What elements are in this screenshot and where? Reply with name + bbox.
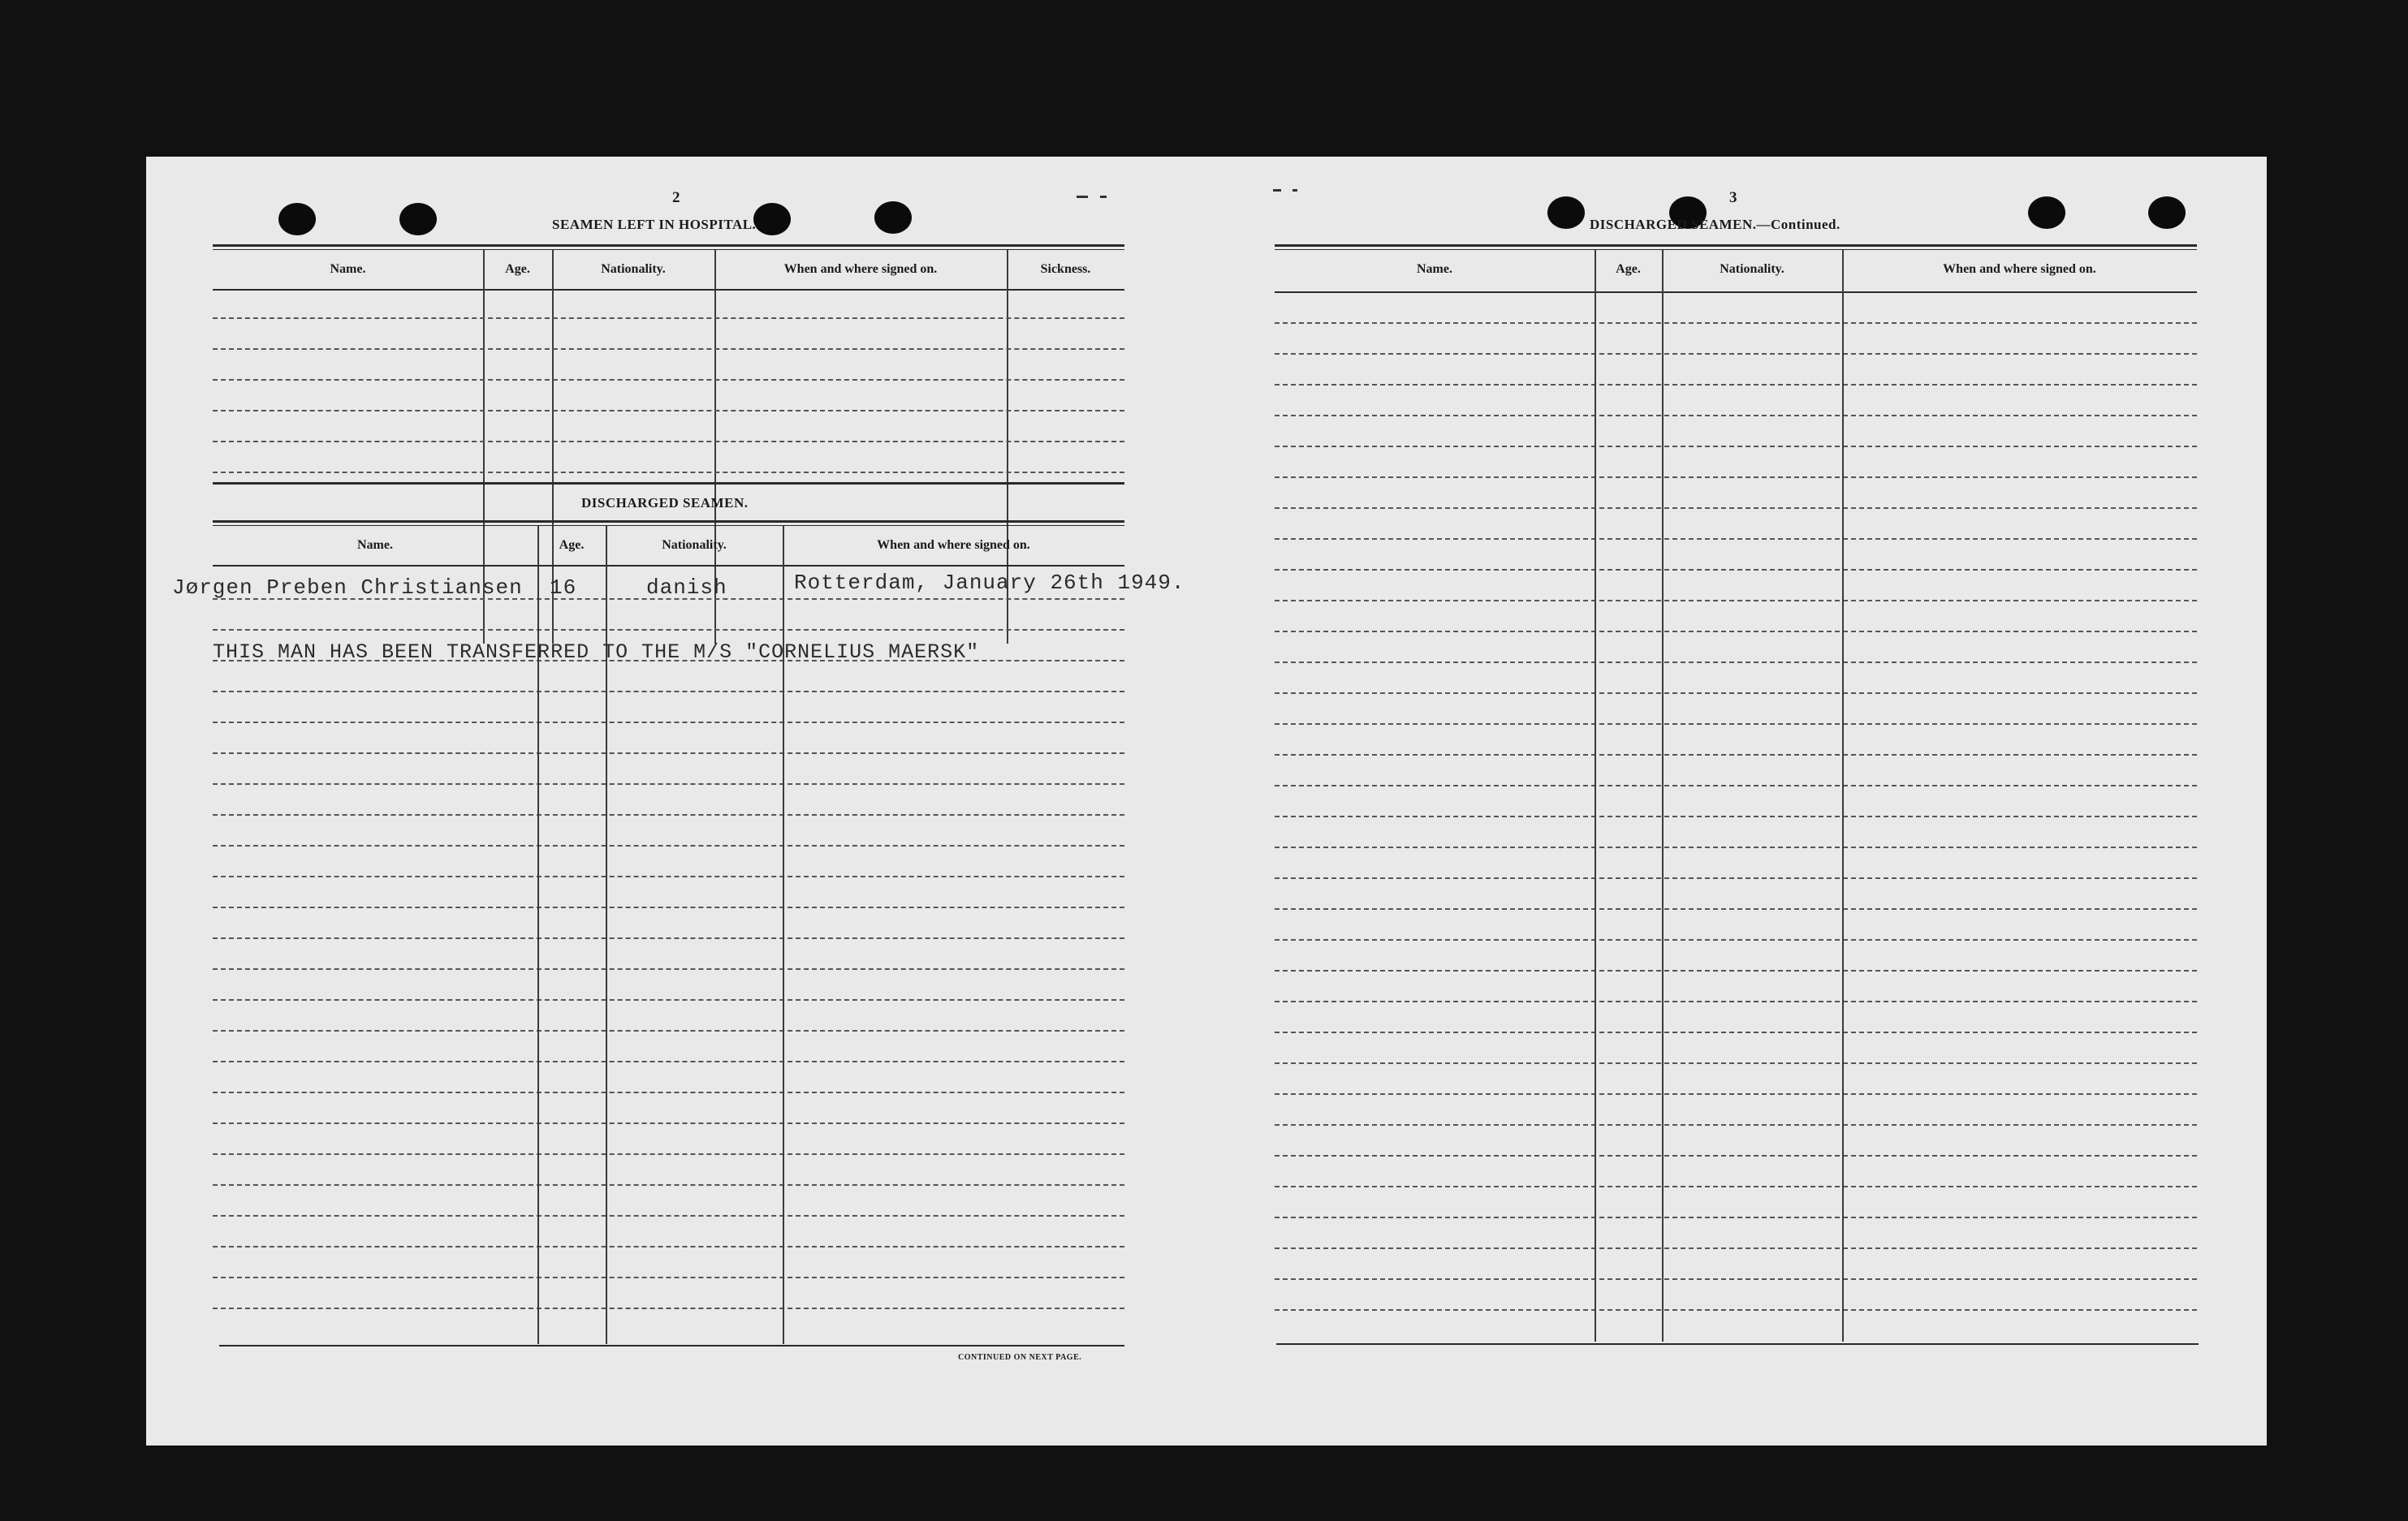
discharged-header-rule <box>213 565 1124 567</box>
hospital-col-age: Age. <box>505 262 530 276</box>
ruled-line <box>213 999 1124 1001</box>
right-table-top-rule-2 <box>1275 249 2197 250</box>
ruled-line <box>213 691 1124 692</box>
ruled-line <box>1275 631 2197 632</box>
discharged-col-name: Name. <box>357 538 393 552</box>
ruled-line <box>213 937 1124 939</box>
hospital-table-top-rule <box>213 244 1124 247</box>
ruled-line <box>1275 322 2197 324</box>
ruled-line <box>1275 785 2197 786</box>
ruled-line <box>1275 847 2197 848</box>
ruled-line <box>1275 538 2197 540</box>
ruled-line <box>1275 600 2197 601</box>
right-col-age: Age. <box>1616 262 1641 276</box>
hospital-col-nationality: Nationality. <box>601 262 666 276</box>
ruled-line <box>1275 1309 2197 1311</box>
punch-hole <box>753 203 791 235</box>
ruled-line <box>1275 476 2197 478</box>
ruled-line <box>1275 1278 2197 1280</box>
punch-hole <box>278 203 316 235</box>
ruled-line <box>1275 754 2197 756</box>
ruled-line <box>213 379 1124 381</box>
ruled-line <box>213 1246 1124 1247</box>
ruled-line <box>213 348 1124 350</box>
ruled-line <box>1275 1217 2197 1218</box>
ruled-line <box>213 1215 1124 1217</box>
ruled-line <box>1275 970 2197 972</box>
ruled-line <box>1275 415 2197 416</box>
ruled-line <box>1275 877 2197 879</box>
right-col-nationality: Nationality. <box>1720 262 1784 276</box>
continued-footer: CONTINUED ON NEXT PAGE. <box>958 1353 1082 1362</box>
ruled-line <box>213 783 1124 785</box>
punch-hole <box>399 203 437 235</box>
discharged-continued-title: DISCHARGED SEAMEN.—Continued. <box>1590 217 1841 232</box>
ruled-line <box>1275 569 2197 571</box>
ruled-line <box>1275 816 2197 817</box>
ink-speck <box>1273 189 1281 192</box>
ruled-line <box>1275 507 2197 509</box>
ink-speck <box>1292 189 1297 192</box>
ink-speck <box>1100 196 1107 198</box>
ruled-line <box>1275 908 2197 910</box>
punch-hole <box>2028 196 2065 229</box>
ruled-line <box>213 1122 1124 1124</box>
column-divider <box>1662 250 1664 1342</box>
ruled-line <box>213 722 1124 723</box>
ruled-line <box>213 472 1124 473</box>
ruled-line <box>213 1308 1124 1309</box>
ruled-line <box>1275 1124 2197 1126</box>
discharged-col-signed-on: When and where signed on. <box>877 538 1030 552</box>
hospital-header-rule <box>213 289 1124 291</box>
ruled-line <box>1275 692 2197 694</box>
punch-hole <box>1547 196 1585 229</box>
ruled-line <box>213 1061 1124 1062</box>
seaman-signed-on: Rotterdam, January 26th 1949. <box>794 571 1185 595</box>
punch-hole <box>874 201 912 234</box>
hospital-table-top-rule-2 <box>213 249 1124 250</box>
right-table-bottom-rule <box>1276 1343 2199 1345</box>
ruled-line <box>1275 723 2197 725</box>
ruled-line <box>1275 1247 2197 1249</box>
right-table-top-rule <box>1275 244 2197 247</box>
discharged-col-age: Age. <box>559 538 585 552</box>
ruled-line <box>213 410 1124 411</box>
hospital-col-sickness: Sickness. <box>1040 262 1091 276</box>
ruled-line <box>213 1092 1124 1093</box>
ruled-line <box>213 907 1124 908</box>
ruled-line <box>213 814 1124 816</box>
ruled-line <box>1275 1001 2197 1002</box>
ruled-line <box>213 629 1124 631</box>
ruled-line <box>213 1030 1124 1032</box>
discharged-table-bottom-rule <box>219 1345 1124 1346</box>
discharged-table-top-rule <box>213 520 1124 523</box>
column-divider <box>1595 250 1596 1342</box>
ruled-line <box>1275 1093 2197 1095</box>
seaman-age: 16 <box>550 575 577 600</box>
punch-hole <box>2148 196 2186 229</box>
ruled-line <box>1275 384 2197 386</box>
discharged-table-top-rule-2 <box>213 525 1124 526</box>
seaman-nationality: danish <box>646 575 727 600</box>
hospital-col-signed-on: When and where signed on. <box>783 262 938 276</box>
ruled-line <box>1275 939 2197 941</box>
ruled-line <box>213 876 1124 877</box>
ruled-line <box>213 441 1124 442</box>
ruled-line <box>1275 353 2197 355</box>
page-number-left: 2 <box>672 189 680 206</box>
ruled-line <box>213 752 1124 754</box>
ruled-line <box>1275 446 2197 447</box>
column-divider <box>1842 250 1844 1342</box>
right-col-signed-on: When and where signed on. <box>1943 262 2096 276</box>
discharged-col-nationality: Nationality. <box>662 538 727 552</box>
hospital-table-bottom-rule <box>213 482 1124 485</box>
transfer-note: THIS MAN HAS BEEN TRANSFERRED TO THE M/S "CORNELIUS MAERSK" <box>213 640 980 664</box>
ruled-line <box>213 845 1124 847</box>
ruled-line <box>1275 1155 2197 1157</box>
page-number-right: 3 <box>1729 189 1737 206</box>
discharged-section-title: DISCHARGED SEAMEN. <box>581 495 749 511</box>
ruled-line <box>213 317 1124 319</box>
ink-speck <box>1077 196 1088 198</box>
hospital-section-title: SEAMEN LEFT IN HOSPITAL. <box>552 217 757 232</box>
ruled-line <box>1275 1062 2197 1064</box>
ruled-line <box>213 1153 1124 1155</box>
ruled-line <box>1275 661 2197 663</box>
ruled-line <box>1275 1032 2197 1033</box>
hospital-col-name: Name. <box>330 262 366 276</box>
seaman-name: Jørgen Preben Christiansen <box>172 575 523 600</box>
ruled-line <box>213 968 1124 970</box>
ruled-line <box>213 1277 1124 1278</box>
right-header-rule <box>1275 291 2197 293</box>
right-col-name: Name. <box>1417 262 1452 276</box>
ruled-line <box>213 1184 1124 1186</box>
ruled-line <box>1275 1186 2197 1187</box>
document-paper <box>146 157 2267 1446</box>
